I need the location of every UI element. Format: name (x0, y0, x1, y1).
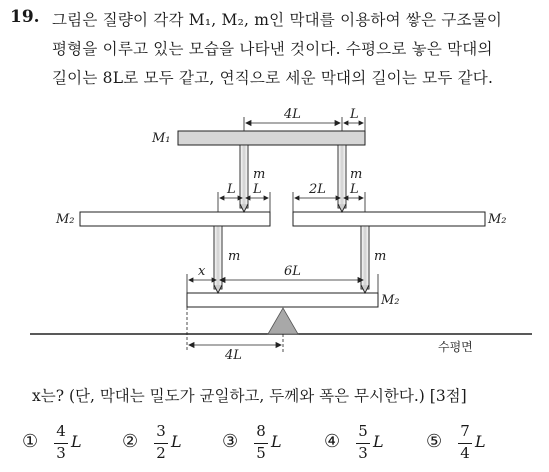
label-4L-top: 4L (284, 107, 301, 122)
rod-m-bottom-right (361, 226, 369, 293)
choice-1[interactable] (22, 420, 110, 468)
label-M2-bottom: M₂ (381, 293, 400, 308)
fraction-numerator: 3 (156, 422, 166, 440)
fraction-numerator: 8 (256, 422, 266, 440)
pivot-wedge (268, 308, 298, 334)
label-L-far: L (350, 182, 359, 197)
choice-mark: ② (122, 431, 139, 452)
choice-4[interactable] (324, 420, 412, 468)
bar-M1 (178, 131, 365, 145)
question-line-1: 그림은 질량이 각각 M₁, M₂, m인 막대를 이용하여 쌓은 구조물이 (52, 11, 503, 29)
choice-unit: L (171, 432, 182, 451)
fraction-numerator: 7 (460, 422, 470, 440)
label-ground: 수평면 (438, 340, 473, 354)
fraction-denominator: 3 (56, 444, 66, 462)
fraction-denominator: 5 (256, 444, 266, 462)
dim-top (244, 117, 365, 131)
choice-5[interactable] (426, 420, 514, 468)
label-M1: M₁ (152, 131, 171, 146)
fraction-denominator: 4 (460, 444, 470, 462)
choice-unit: L (475, 432, 486, 451)
label-x: x (198, 264, 206, 279)
label-L-left-a: L (227, 182, 236, 197)
label-2L: 2L (309, 182, 326, 197)
label-m-bottom-right: m (374, 249, 387, 264)
label-M2-left: M₂ (56, 212, 75, 227)
bar-M2-left (80, 212, 270, 226)
answer-choices (22, 420, 542, 468)
question-line-2: 평형을 이루고 있는 모습을 나타낸 것이다. 수평으로 놓은 막대의 (52, 40, 493, 58)
choice-mark: ④ (324, 431, 341, 452)
choice-mark: ⑤ (426, 431, 443, 452)
fraction-denominator: 2 (156, 444, 166, 462)
label-m-bottom-left: m (228, 249, 241, 264)
choice-unit: L (271, 432, 282, 451)
choice-2[interactable] (122, 420, 210, 468)
question-prompt: x는? (단, 막대는 밀도가 균일하고, 두께와 폭은 무시한다.) [3점] (32, 387, 467, 405)
choice-3[interactable] (222, 420, 310, 468)
choice-unit: L (373, 432, 384, 451)
fraction-denominator: 3 (358, 444, 368, 462)
rod-m-top-right (338, 145, 346, 212)
question-number: 19. (10, 7, 40, 27)
rod-m-bottom-left (214, 226, 222, 293)
label-L-top: L (350, 107, 359, 122)
bar-M2-right (293, 212, 485, 226)
fraction-numerator: 5 (358, 422, 368, 440)
choice-mark: ③ (222, 431, 239, 452)
label-4L-bottom: 4L (225, 348, 242, 363)
choice-mark: ① (22, 431, 39, 452)
label-6L: 6L (284, 264, 301, 279)
rod-m-top-left (240, 145, 248, 212)
bar-M2-bottom (187, 293, 378, 307)
choice-unit: L (71, 432, 82, 451)
dim-pivot (187, 307, 283, 352)
label-L-left-b: L (253, 182, 262, 197)
question-line-3: 길이는 8L로 모두 같고, 연직으로 세운 막대의 길이는 모두 같다. (52, 69, 494, 87)
fraction-numerator: 4 (56, 422, 66, 440)
label-m-top-left: m (253, 167, 266, 182)
label-m-top-right: m (350, 167, 363, 182)
label-M2-right: M₂ (488, 212, 507, 227)
